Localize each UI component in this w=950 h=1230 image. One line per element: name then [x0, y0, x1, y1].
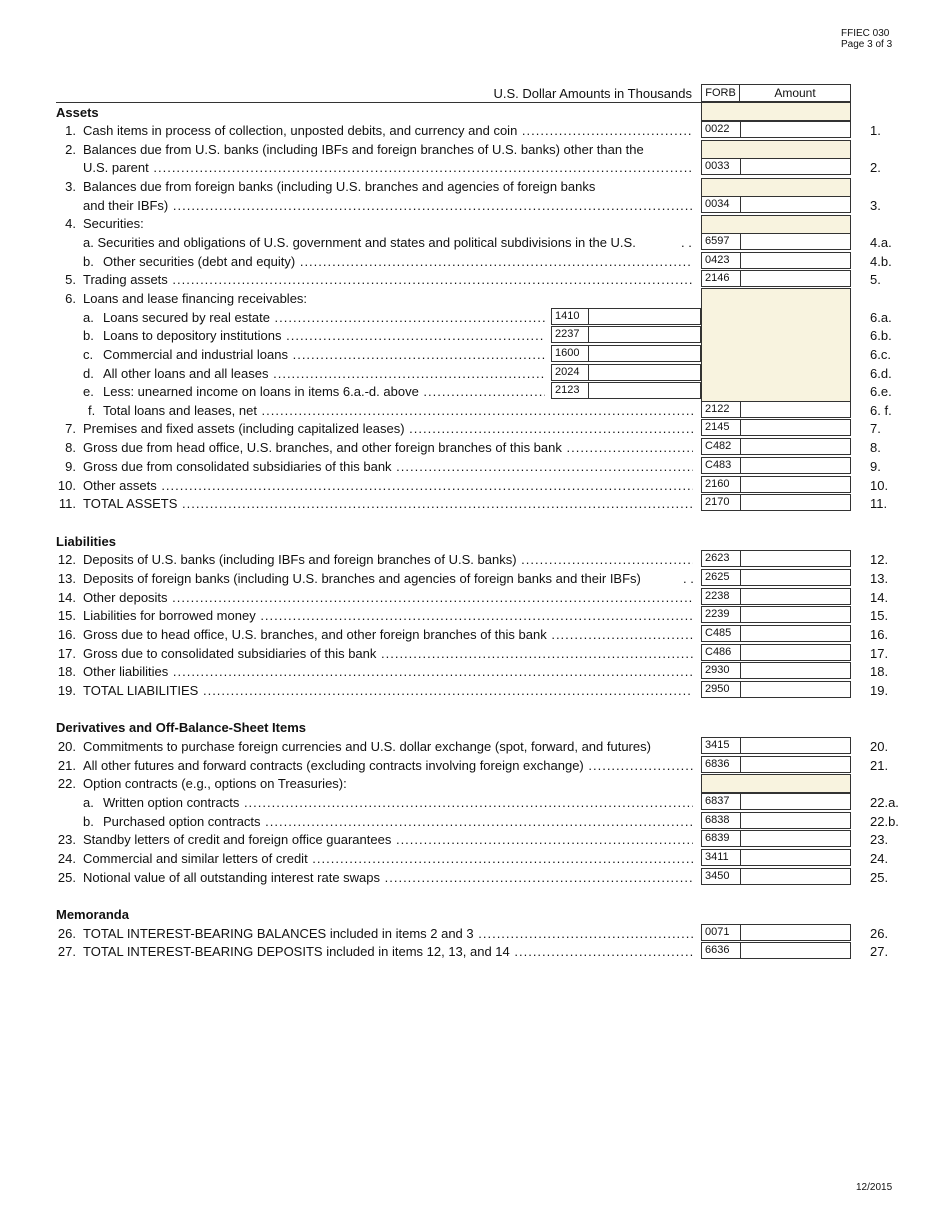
ref-10: 10.	[870, 478, 889, 493]
ref-19: 19.	[870, 683, 889, 698]
line-24: 24.	[57, 851, 76, 866]
amount-field-2237[interactable]: 2237	[551, 326, 701, 343]
line-23: 23.	[57, 832, 76, 847]
line-9-text: Gross due from consolidated subsidiaries of this bank .....	[83, 458, 693, 476]
line-14: 14.	[57, 590, 76, 605]
amount-field-0071[interactable]: 0071	[701, 924, 851, 941]
line-6: 6. Loans and lease financing receivables:	[65, 291, 308, 306]
line-17-text: Gross due to consolidated subsidiaries of this bank .....	[83, 645, 693, 663]
amount-field-6836[interactable]: 6836	[701, 756, 851, 773]
amount-field-2950[interactable]: 2950	[701, 681, 851, 698]
line-22b-num: b.	[83, 814, 94, 829]
amount-field-6636[interactable]: 6636	[701, 942, 851, 959]
amount-field-0033[interactable]: 0033	[701, 158, 851, 175]
amount-field-2123[interactable]: 2123	[551, 382, 701, 399]
line-16: 16.	[57, 627, 76, 642]
shade-6	[701, 288, 851, 402]
ref-26: 26.	[870, 926, 889, 941]
amount-field-2625[interactable]: 2625	[701, 569, 851, 586]
section-liabilities: Liabilities	[56, 534, 116, 549]
line-9: 9.	[65, 459, 76, 474]
units-label: U.S. Dollar Amounts in Thousands	[493, 86, 692, 101]
line-22a-text: Written option contracts .....	[103, 794, 693, 812]
ref-11: 11.	[870, 496, 888, 511]
amount-field-C486[interactable]: C486	[701, 644, 851, 661]
ref-8: 8.	[870, 440, 881, 455]
line-25-text: Notional value of all outstanding interest rate swaps .....	[83, 869, 693, 887]
line-7: 7.	[65, 421, 76, 436]
line-6c-text: Commercial and industrial loans .....	[103, 346, 545, 364]
amount-field-2170[interactable]: 2170	[701, 494, 851, 511]
line-3-text: and their IBFs) .....	[83, 197, 693, 215]
amount-field-6839[interactable]: 6839	[701, 830, 851, 847]
amount-field-3450[interactable]: 3450	[701, 868, 851, 885]
line-4b-text: Other securities (debt and equity) .....	[103, 253, 693, 271]
line-13: 13. Deposits of foreign banks (including U.S. branches and agencies of foreign banks and their IBFs)	[57, 571, 641, 586]
ref-6f: 6. f.	[870, 403, 892, 418]
line-8-text: Gross due from head office, U.S. branches, and other foreign branches of this bank .....	[83, 439, 693, 457]
line-18: 18.	[57, 664, 76, 679]
line-24-text: Commercial and similar letters of credit .....	[83, 850, 693, 868]
ref-2: 2.	[870, 160, 881, 175]
ref-6d: 6.d.	[870, 366, 892, 381]
line-6b-num: b.	[83, 328, 94, 343]
amount-field-C482[interactable]: C482	[701, 438, 851, 455]
amount-field-C483[interactable]: C483	[701, 457, 851, 474]
ref-6e: 6.e.	[870, 384, 892, 399]
line-6f-text: Total loans and leases, net .....	[103, 402, 693, 420]
amount-field-2122[interactable]: 2122	[701, 401, 851, 418]
line-6e-num: e.	[83, 384, 94, 399]
line-4b-num: b.	[83, 254, 94, 269]
ref-1: 1.	[870, 123, 881, 138]
ref-13: 13.	[870, 571, 889, 586]
line-11: 11.	[58, 496, 76, 511]
line-14-text: Other deposits .....	[83, 589, 693, 607]
ref-16: 16.	[870, 627, 889, 642]
line-4: 4. Securities:	[65, 216, 144, 231]
ref-22b: 22.b.	[870, 814, 899, 829]
revision-date: 12/2015	[856, 1182, 893, 1193]
line-2: 2. Balances due from U.S. banks (including IBFs and foreign branches of U.S. banks) other than the	[65, 142, 644, 157]
ref-7: 7.	[870, 421, 881, 436]
section-memoranda: Memoranda	[56, 907, 129, 922]
amount-field-2024[interactable]: 2024	[551, 364, 701, 381]
line-17: 17.	[57, 646, 76, 661]
line-19-text: TOTAL LIABILITIES .....	[83, 682, 693, 700]
ref-12: 12.	[870, 552, 889, 567]
form-number: FFIEC 030	[841, 28, 890, 39]
ref-6c: 6.c.	[870, 347, 891, 362]
line-8: 8.	[65, 440, 76, 455]
amount-header: Amount	[739, 84, 851, 102]
line-7-text: Premises and fixed assets (including capitalized leases) .....	[83, 420, 693, 438]
shade-3	[701, 178, 851, 197]
line-3: 3. Balances due from foreign banks (including U.S. branches and agencies of foreign banks	[65, 179, 596, 194]
line-23-text: Standby letters of credit and foreign office guarantees .....	[83, 831, 693, 849]
line-5-text: Trading assets .....	[83, 271, 693, 289]
amount-field-2239[interactable]: 2239	[701, 606, 851, 623]
line-16-text: Gross due to head office, U.S. branches, and other foreign branches of this bank .....	[83, 626, 693, 644]
ref-27: 27.	[870, 944, 889, 959]
line-27: 27.	[57, 944, 76, 959]
ref-20: 20.	[870, 739, 889, 754]
line-6a-text: Loans secured by real estate .....	[103, 309, 545, 327]
amount-field-0022[interactable]: 0022	[701, 121, 851, 138]
line-5: 5.	[65, 272, 76, 287]
amount-field-2623[interactable]: 2623	[701, 550, 851, 567]
line-1-text: Cash items in process of collection, unposted debits, and currency and coin .....	[83, 122, 693, 140]
ref-9: 9.	[870, 459, 881, 474]
line-25: 25.	[57, 870, 76, 885]
ref-25: 25.	[870, 870, 889, 885]
line-15: 15.	[57, 608, 76, 623]
ref-6b: 6.b.	[870, 328, 892, 343]
line-10: 10.	[57, 478, 76, 493]
line-6f-num: f.	[88, 403, 96, 418]
amount-field-0423[interactable]: 0423	[701, 252, 851, 269]
amount-field-6597[interactable]: 6597	[701, 233, 851, 250]
section-derivatives: Derivatives and Off-Balance-Sheet Items	[56, 720, 306, 735]
line-13-dots: . .	[683, 571, 694, 586]
amount-field-6837[interactable]: 6837	[701, 793, 851, 810]
ref-6a: 6.a.	[870, 310, 892, 325]
ref-4b: 4.b.	[870, 254, 892, 269]
amount-field-3415[interactable]: 3415	[701, 737, 851, 754]
amount-field-2160[interactable]: 2160	[701, 476, 851, 493]
line-11-text: TOTAL ASSETS .....	[83, 495, 693, 513]
shade-4	[701, 215, 851, 234]
line-20: 20. Commitments to purchase foreign currencies and U.S. dollar exchange (spot, forward, and futures)	[57, 739, 651, 754]
line-27-text: TOTAL INTEREST-BEARING DEPOSITS included in items 12, 13, and 14 .....	[83, 943, 693, 961]
amount-field-2145[interactable]: 2145	[701, 419, 851, 436]
section-assets: Assets	[56, 105, 99, 120]
shade-assets	[701, 102, 851, 121]
header-rule	[56, 102, 701, 103]
line-15-text: Liabilities for borrowed money .....	[83, 607, 693, 625]
line-6c-num: c.	[83, 347, 94, 362]
amount-field-3411[interactable]: 3411	[701, 849, 851, 866]
ref-18: 18.	[870, 664, 889, 679]
line-21: 21.	[57, 758, 76, 773]
shade-2	[701, 140, 851, 159]
ref-17: 17.	[870, 646, 889, 661]
line-22: 22. Option contracts (e.g., options on Treasuries):	[57, 776, 347, 791]
amount-field-2146[interactable]: 2146	[701, 270, 851, 287]
ref-24: 24.	[870, 851, 889, 866]
line-2-text: U.S. parent .....	[83, 159, 693, 177]
amount-field-0034[interactable]: 0034	[701, 196, 851, 213]
shade-22	[701, 774, 851, 793]
line-26-text: TOTAL INTEREST-BEARING BALANCES included in items 2 and 3 .....	[83, 925, 693, 943]
line-6a-num: a.	[83, 310, 94, 325]
ref-15: 15.	[870, 608, 889, 623]
amount-field-2930[interactable]: 2930	[701, 662, 851, 679]
line-6d-text: All other loans and all leases .....	[103, 365, 545, 383]
line-12-text: Deposits of U.S. banks (including IBFs and foreign branches of U.S. banks) .....	[83, 551, 693, 569]
ref-5: 5.	[870, 272, 881, 287]
line-21-text: All other futures and forward contracts (excluding contracts involving foreign exchange) .....	[83, 757, 693, 775]
amount-field-1410[interactable]: 1410	[551, 308, 701, 325]
line-6e-text: Less: unearned income on loans in items 6.a.-d. above .....	[103, 383, 545, 401]
ref-3: 3.	[870, 198, 881, 213]
line-6d-num: d.	[83, 366, 94, 381]
line-22a-num: a.	[83, 795, 94, 810]
line-18-text: Other liabilities .....	[83, 663, 693, 681]
ref-23: 23.	[870, 832, 889, 847]
line-26: 26.	[57, 926, 76, 941]
line-10-text: Other assets .....	[83, 477, 693, 495]
amount-field-2238[interactable]: 2238	[701, 588, 851, 605]
line-4a-dots: . .	[681, 235, 692, 250]
line-6b-text: Loans to depository institutions .....	[103, 327, 545, 345]
amount-field-1600[interactable]: 1600	[551, 345, 701, 362]
ref-22a: 22.a.	[870, 795, 899, 810]
ref-14: 14.	[870, 590, 889, 605]
page-number: Page 3 of 3	[841, 39, 893, 50]
ref-21: 21.	[870, 758, 889, 773]
line-19: 19.	[57, 683, 76, 698]
line-1: 1.	[65, 123, 76, 138]
line-12: 12.	[57, 552, 76, 567]
forb-header: FORB	[701, 84, 740, 102]
line-4a: a. Securities and obligations of U.S. government and states and political subdivisions in the U.S.	[83, 235, 636, 250]
amount-field-6838[interactable]: 6838	[701, 812, 851, 829]
line-22b-text: Purchased option contracts .....	[103, 813, 693, 831]
ref-4a: 4.a.	[870, 235, 892, 250]
amount-field-C485[interactable]: C485	[701, 625, 851, 642]
